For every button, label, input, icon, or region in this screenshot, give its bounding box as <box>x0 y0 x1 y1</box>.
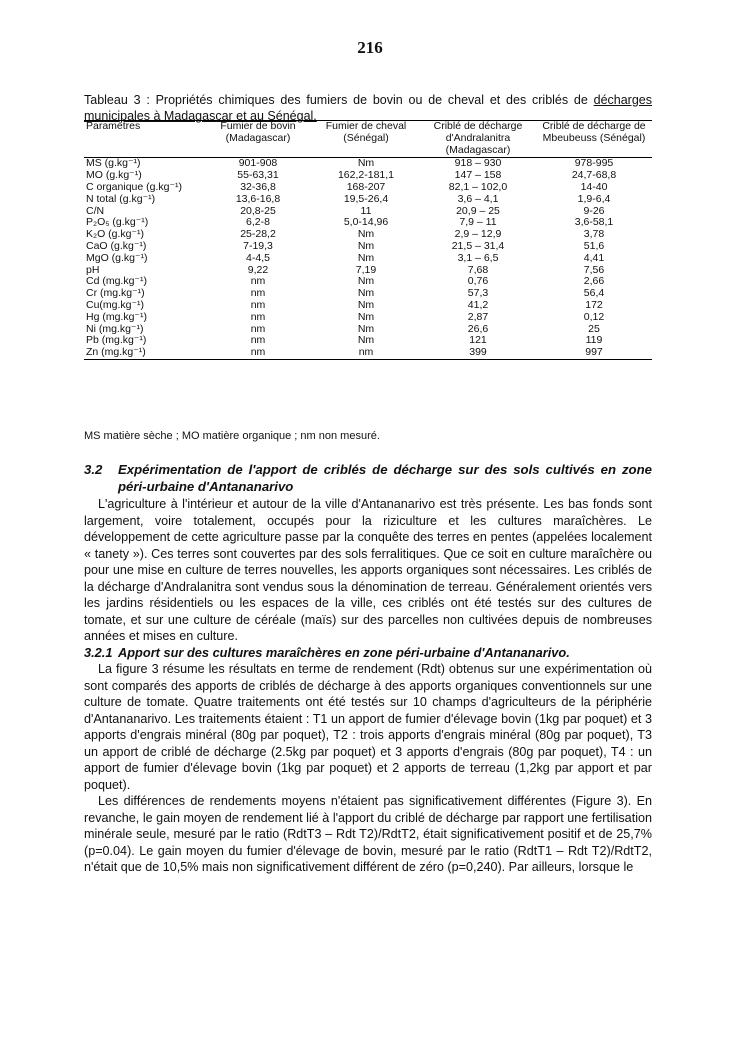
value-cell: 978-995 <box>574 157 614 170</box>
parameter-cell: MO (g.kg⁻¹) <box>86 169 142 182</box>
value-cell: 2,9 – 12,9 <box>454 228 502 241</box>
table-row <box>84 182 652 194</box>
value-cell: Nm <box>357 251 375 264</box>
value-cell: 4-4,5 <box>246 251 270 264</box>
parameter-cell: Hg (mg.kg⁻¹) <box>86 310 147 323</box>
parameter-cell: MgO (g.kg⁻¹) <box>86 251 148 264</box>
value-cell: 1,9-6,4 <box>577 192 611 205</box>
subsection-heading <box>84 645 652 662</box>
value-cell: 25-28,2 <box>240 228 276 241</box>
value-cell: 56,4 <box>583 287 605 300</box>
value-cell: 168-207 <box>346 180 386 193</box>
value-cell: Nm <box>357 157 375 170</box>
column-header: Fumier de cheval (Sénégal) <box>325 120 407 144</box>
parameter-cell: C organique (g.kg⁻¹) <box>86 180 183 193</box>
value-cell: 7,9 – 11 <box>459 216 497 229</box>
section-number: 3.2 <box>84 462 103 477</box>
parameter-cell: MS (g.kg⁻¹) <box>86 157 141 170</box>
value-cell: 11 <box>360 204 372 217</box>
parameter-cell: Zn (mg.kg⁻¹) <box>86 346 146 359</box>
value-cell: Nm <box>357 310 375 323</box>
value-cell: 2,66 <box>583 275 605 288</box>
column-header: Fumier de bovin (Madagascar) <box>220 120 296 144</box>
parameter-cell: P₂O₅ (g.kg⁻¹) <box>86 216 149 229</box>
column-header: Paramètres <box>86 120 141 132</box>
subsection-paragraph: Les différences de rendements moyens n'étaient pas significativement différentes (Figure 3). En revanche, le gain moyen de rendement lié à l'apport du criblé de décharge par rapport une fertilisation minérale seule, mesuré par le ratio (RdtT3 – Rdt T2)/RdtT2, était significativement positif et de 25,7% (p=0.04). Le gain moyen du fumier d'élevage de bovin, mesuré par le ratio (RdtT1 – Rdt T2)/RdtT2, n'était que de 10,5% mais non significativement différent de zéro (p=0,240). Par ailleurs, lorsque le <box>84 794 652 874</box>
section-title: Expérimentation de l'apport de criblés de décharge sur des sols cultivés en zone péri-urbaine d'Antananarivo <box>118 462 652 494</box>
value-cell: nm <box>250 334 266 347</box>
parameter-cell: Cu(mg.kg⁻¹) <box>86 298 145 311</box>
parameter-cell: Ni (mg.kg⁻¹) <box>86 322 144 335</box>
value-cell: nm <box>250 310 266 323</box>
value-cell: 7,68 <box>467 263 489 276</box>
value-cell: 9-26 <box>583 204 605 217</box>
value-cell: 7,56 <box>583 263 605 276</box>
value-cell: 147 – 158 <box>454 169 502 182</box>
parameter-cell: pH <box>86 263 100 276</box>
value-cell: 0,12 <box>583 310 605 323</box>
value-cell: 57,3 <box>467 287 489 300</box>
value-cell: 82,1 – 102,0 <box>448 180 508 193</box>
value-cell: nm <box>250 275 266 288</box>
value-cell: Nm <box>357 287 375 300</box>
subsection-paragraph: La figure 3 résume les résultats en terme de rendement (Rdt) obtenus sur une expérimentation où sont comparés des apports de criblés de décharge à des apports organiques conventionnels sur une culture de tomate. Quatre traitements ont été testés sur 10 champs d'agriculteurs de la périphérie d'Antananarivo. Les traitements étaient : T1 un apport de fumier d'élevage bovin (1kg par poquet) et 3 apports d'engrais minéral (80g par poquet), T2 : trois apports d'engrais minéral (80g par poquet), T3 un apport de criblé de décharge (2.5kg par poquet) et 3 apports d'engrais (80g par poquet), T4 : un apport de fumier d'élevage bovin (1kg par poquet) et 2 apports de terreau (1,2kg par apport et par poquet). <box>84 662 652 792</box>
value-cell: nm <box>250 322 266 335</box>
table-body <box>84 158 652 360</box>
value-cell: nm <box>358 346 374 359</box>
table-row <box>84 300 652 312</box>
body-text <box>84 461 652 876</box>
value-cell: 3,78 <box>583 228 605 241</box>
value-cell: Nm <box>357 228 375 241</box>
value-cell: 4,41 <box>583 251 605 264</box>
table-note: MS matière sèche ; MO matière organique ; nm non mesuré. <box>84 430 380 442</box>
value-cell: 21,5 – 31,4 <box>451 239 505 252</box>
parameter-cell: Cr (mg.kg⁻¹) <box>86 287 145 300</box>
value-cell: 121 <box>469 334 487 347</box>
value-cell: 41,2 <box>467 298 489 311</box>
parameter-cell: CaO (g.kg⁻¹) <box>86 239 147 252</box>
parameter-cell: Cd (mg.kg⁻¹) <box>86 275 147 288</box>
value-cell: 5,0-14,96 <box>343 216 389 229</box>
value-cell: 55-63,31 <box>237 169 279 182</box>
page-number: 216 <box>357 38 383 57</box>
value-cell: 399 <box>469 346 487 359</box>
value-cell: 51,6 <box>583 239 605 252</box>
value-cell: 3,6-58,1 <box>574 216 614 229</box>
value-cell: 26,6 <box>467 322 489 335</box>
table-row <box>84 194 652 206</box>
column-header: Criblé de décharge de Mbeubeuss (Sénégal) <box>542 120 646 144</box>
table-caption-text: Tableau 3 : Propriétés chimiques des fumiers de bovin ou de cheval et des criblés de <box>84 93 594 107</box>
section-heading <box>84 461 652 495</box>
parameter-cell: C/N <box>86 204 105 217</box>
value-cell: Nm <box>357 239 375 252</box>
value-cell: Nm <box>357 334 375 347</box>
value-cell: 20,8-25 <box>240 204 276 217</box>
value-cell: 9,22 <box>247 263 269 276</box>
value-cell: 997 <box>585 346 603 359</box>
value-cell: 0,76 <box>467 275 489 288</box>
subsection-number: 3.2.1 <box>84 644 113 660</box>
value-cell: 3,1 – 6,5 <box>457 251 499 264</box>
value-cell: 19,5-26,4 <box>343 192 389 205</box>
table-row <box>84 347 652 359</box>
value-cell: nm <box>250 346 266 359</box>
value-cell: Nm <box>357 298 375 311</box>
chemical-properties-table <box>84 120 652 360</box>
table-caption-underlined: décharges municipales à Madagascar et au Sénégal. <box>84 93 652 123</box>
value-cell: 20,9 – 25 <box>456 204 500 217</box>
column-header: Criblé de décharge d'Andralanitra (Madagascar) <box>433 120 523 156</box>
parameter-cell: K₂O (g.kg⁻¹) <box>86 228 145 241</box>
table-row <box>84 241 652 253</box>
value-cell: 14-40 <box>580 180 608 193</box>
value-cell: Nm <box>357 322 375 335</box>
subsection-title: Apport sur des cultures maraîchères en zone péri-urbaine d'Antananarivo. <box>118 644 570 660</box>
value-cell: 172 <box>585 298 603 311</box>
value-cell: 119 <box>585 334 603 347</box>
value-cell: nm <box>250 298 266 311</box>
table-header-row <box>84 121 652 158</box>
table-row <box>84 312 652 324</box>
value-cell: 25 <box>588 322 600 335</box>
table-row <box>84 253 652 265</box>
parameter-cell: Pb (mg.kg⁻¹) <box>86 334 147 347</box>
value-cell: Nm <box>357 275 375 288</box>
value-cell: 3,6 – 4,1 <box>457 192 499 205</box>
value-cell: 13,6-16,8 <box>235 192 281 205</box>
parameter-cell: N total (g.kg⁻¹) <box>86 192 156 205</box>
value-cell: 918 – 930 <box>454 157 502 170</box>
value-cell: 901-908 <box>238 157 278 170</box>
value-cell: 6,2-8 <box>246 216 270 229</box>
value-cell: nm <box>250 287 266 300</box>
value-cell: 7,19 <box>355 263 377 276</box>
value-cell: 32-36,8 <box>240 180 276 193</box>
section-paragraph: L'agriculture à l'intérieur et autour de la ville d'Antananarivo est très présente. Les bas fonds sont largement, voire totalement, occupés pour la riziculture et les cultures maraîchères. Le développement de cette agriculture passe par la conquête des terres en pentes (appelées localement « tanety »). Ces terres sont couvertes par des sols ferralitiques. Que ce soit en culture maraîchère ou pour une mise en culture de terres nouvelles, les apports organiques sont nécessaires. Les criblés de la décharge d'Andralanitra sont vendus sous la dénomination de terreau. Généralement orientés vers les jardins résidentiels ou les espaces de la ville, ces criblés ont été testés sur des cultures de tomate, et sur une culture de céréale (maïs) sur des parcelles non cultivées depuis de nombreuses années et mises en culture. <box>84 497 652 643</box>
value-cell: 162,2-181,1 <box>337 169 395 182</box>
value-cell: 7-19,3 <box>243 239 273 252</box>
value-cell: 2,87 <box>467 310 489 323</box>
value-cell: 24,7-68,8 <box>571 169 617 182</box>
